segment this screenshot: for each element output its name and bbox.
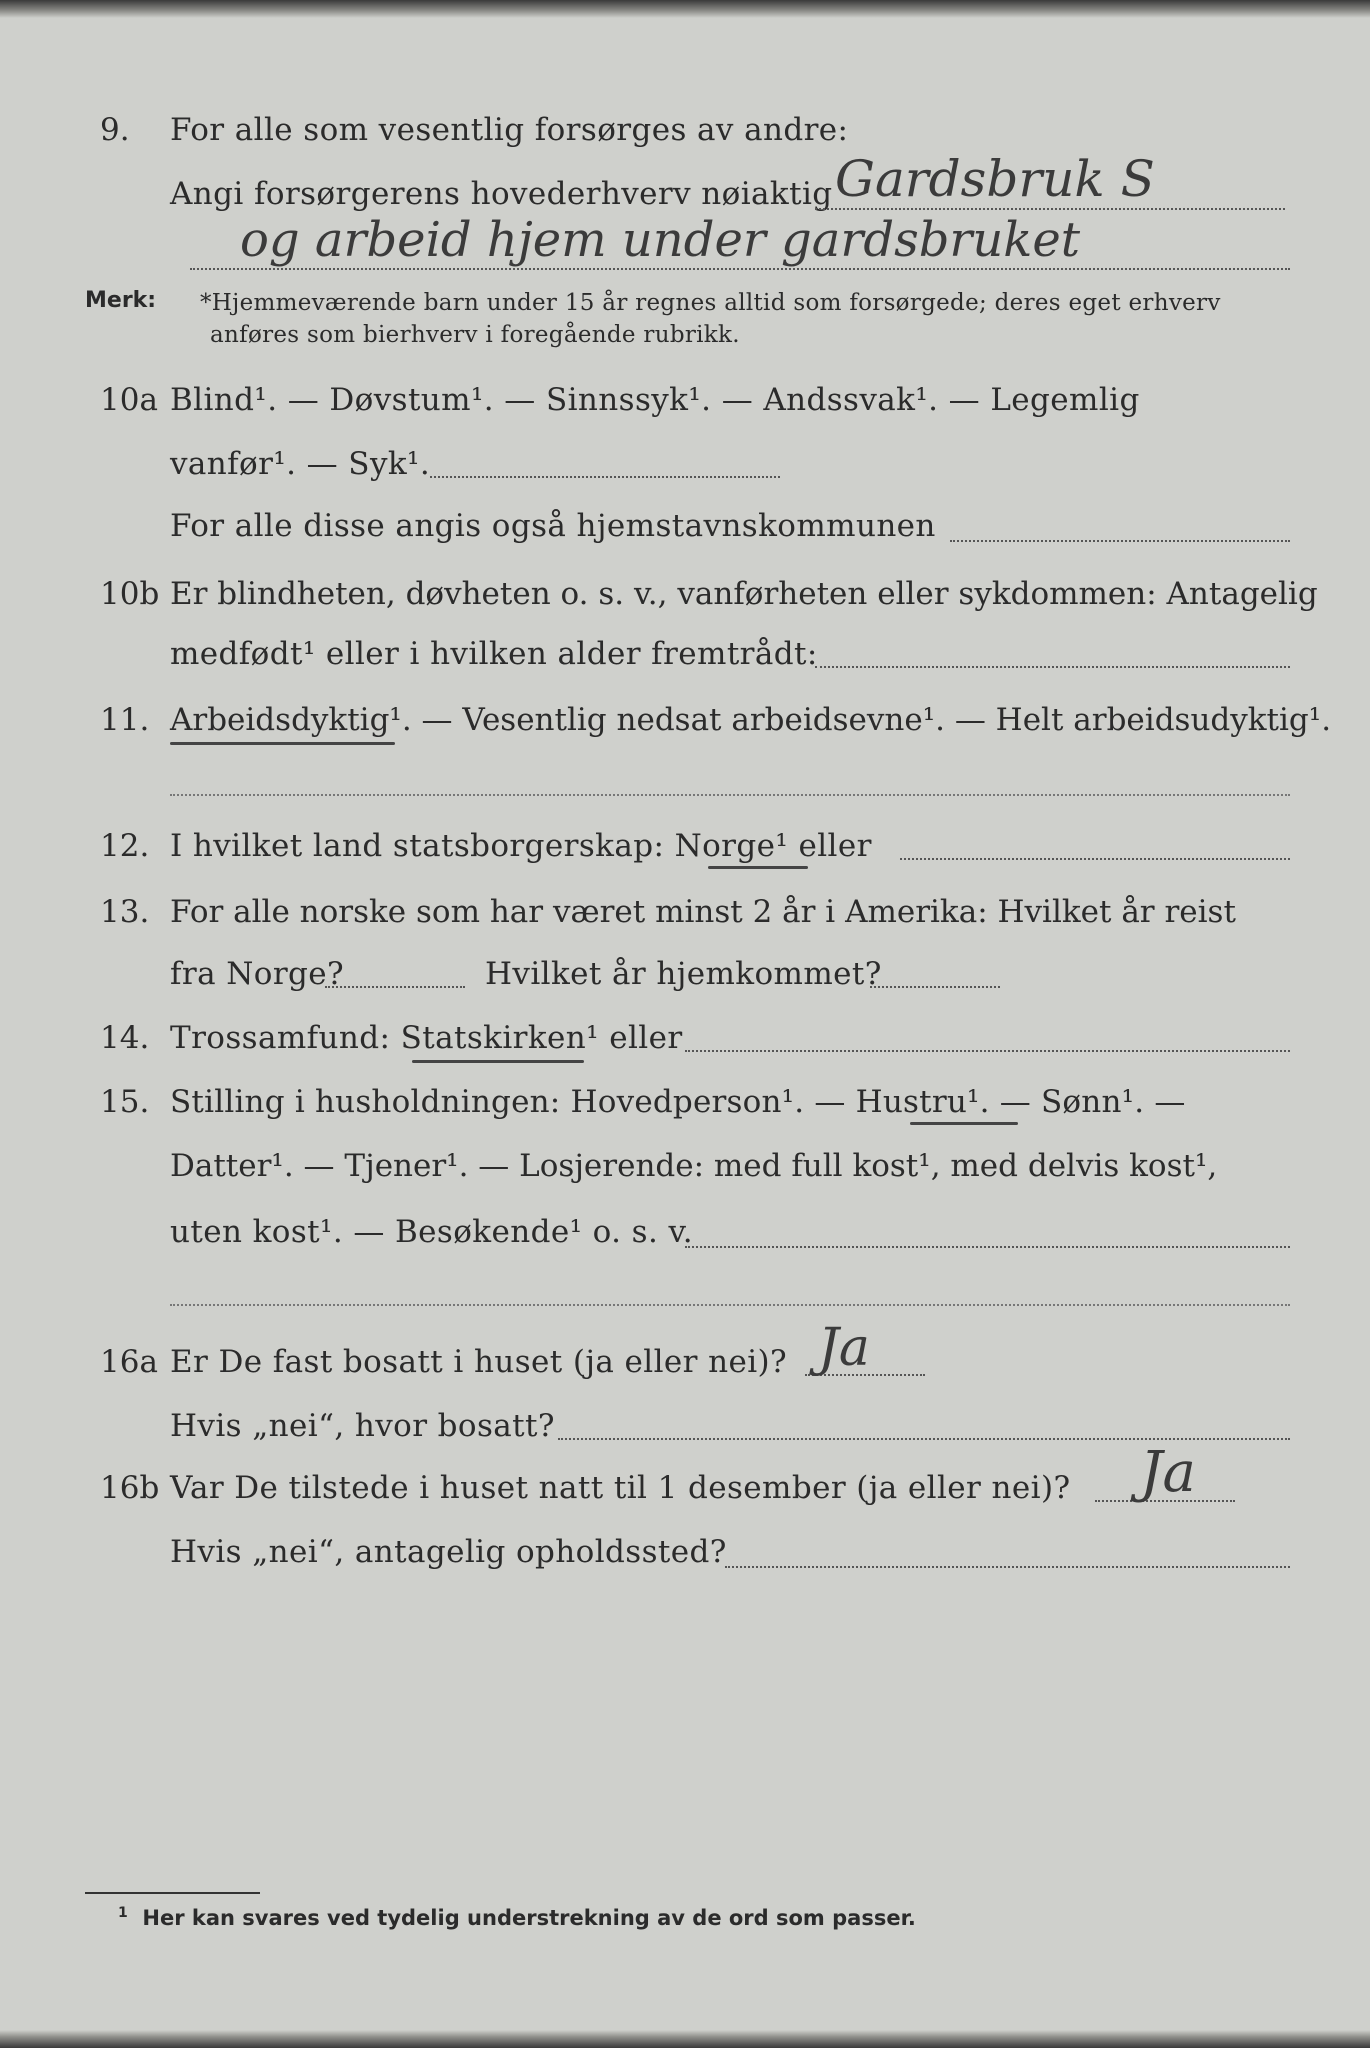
merk-label: Merk: [85, 288, 157, 313]
q12-underline-norge [708, 866, 808, 869]
merk-line1: *Hjemmeværende barn under 15 år regnes alltid som forsørgede; deres eget erhverv [200, 290, 1221, 316]
q9-number: 9. [100, 112, 130, 148]
q9-answer-line2 [190, 268, 1290, 270]
q10a-line1: Blind¹. — Døvstum¹. — Sinnssyk¹. — Andssvak¹. — Legemlig [170, 382, 1140, 418]
q12-number: 12. [100, 828, 150, 864]
q16a-handwritten-answer: Ja [818, 1318, 870, 1378]
q9-handwritten-answer1: Gardsbruk S [835, 150, 1155, 208]
q14-number: 14. [100, 1020, 150, 1056]
q12-line1: I hvilket land statsborgerskap: Norge¹ eller [170, 828, 872, 864]
q16a-line1: Er De fast bosatt i huset (ja eller nei)? [170, 1344, 788, 1380]
q15-answer-line [685, 1246, 1290, 1248]
footnote-mark: 1 [118, 1905, 128, 1921]
q16a-number: 16a [100, 1344, 158, 1380]
q14-answer-line [685, 1050, 1290, 1052]
q11-underline-arbeidsdyktig [170, 742, 395, 745]
q9-line1: For alle som vesentlig forsørges av andre: [170, 112, 849, 148]
q10b-line2: medfødt¹ eller i hvilken alder fremtrådt: [170, 636, 818, 672]
q13-line2a: fra Norge? [170, 956, 345, 992]
q16b-opholdssted-line [725, 1566, 1290, 1568]
q15-line1: Stilling i husholdningen: Hovedperson¹. — Hustru¹. — Sønn¹. — [170, 1084, 1186, 1120]
q16b-line2: Hvis „nei“, antagelig opholdssted? [170, 1534, 727, 1570]
q15-number: 15. [100, 1084, 150, 1120]
q15-line2: Datter¹. — Tjener¹. — Losjerende: med full kost¹, med delvis kost¹, [170, 1148, 1218, 1184]
merk-line2: anføres som bierhverv i foregående rubrikk. [210, 322, 740, 348]
footnote-text: Her kan svares ved tydelig understrekning av de ord som passer. [142, 1906, 916, 1930]
q10b-answer-line [815, 666, 1290, 668]
q11-answer-line [170, 794, 1290, 796]
q14-underline-statskirken [412, 1060, 584, 1063]
q15-extra-line [170, 1304, 1290, 1306]
q9-answer-line1 [815, 208, 1285, 210]
q10a-number: 10a [100, 382, 158, 418]
q13-line2b: Hvilket år hjemkommet? [485, 956, 882, 992]
q16b-handwritten-answer: Ja [1140, 1440, 1196, 1505]
q13-line1: For alle norske som har været minst 2 år i Amerika: Hvilket år reist [170, 894, 1236, 930]
q10a-line3: For alle disse angis også hjemstavnskommunen [170, 508, 936, 544]
scan-top-edge [0, 0, 1370, 18]
q12-answer-line [900, 858, 1290, 860]
q15-underline-hustru [910, 1122, 1018, 1125]
footnote-rule [85, 1892, 260, 1894]
q11-number: 11. [100, 702, 150, 738]
q15-line3: uten kost¹. — Besøkende¹ o. s. v. [170, 1214, 693, 1250]
scan-bottom-edge [0, 2030, 1370, 2048]
q14-line1: Trossamfund: Statskirken¹ eller [170, 1020, 683, 1056]
q9-handwritten-answer2: og arbeid hjem under gardsbruket [240, 212, 1081, 268]
q13-reist-line [325, 986, 465, 988]
q11-line1: Arbeidsdyktig¹. — Vesentlig nedsat arbeidsevne¹. — Helt arbeidsudyktig¹. [170, 702, 1332, 738]
q16b-number: 16b [100, 1470, 160, 1506]
q10a-syk-line [430, 476, 780, 478]
q10b-number: 10b [100, 576, 160, 612]
q10a-kommune-line [950, 540, 1290, 542]
q13-number: 13. [100, 894, 150, 930]
q16a-line2: Hvis „nei“, hvor bosatt? [170, 1408, 555, 1444]
q10a-line2: vanfør¹. — Syk¹. [170, 446, 431, 482]
q16b-line1: Var De tilstede i huset natt til 1 desember (ja eller nei)? [170, 1470, 1071, 1506]
q9-line2: Angi forsørgerens hovederhverv nøiaktig [170, 176, 833, 212]
q13-hjemkommet-line [870, 986, 1000, 988]
footnote [118, 1905, 916, 1930]
q10b-line1: Er blindheten, døvheten o. s. v., vanførheten eller sykdommen: Antagelig [170, 576, 1318, 612]
